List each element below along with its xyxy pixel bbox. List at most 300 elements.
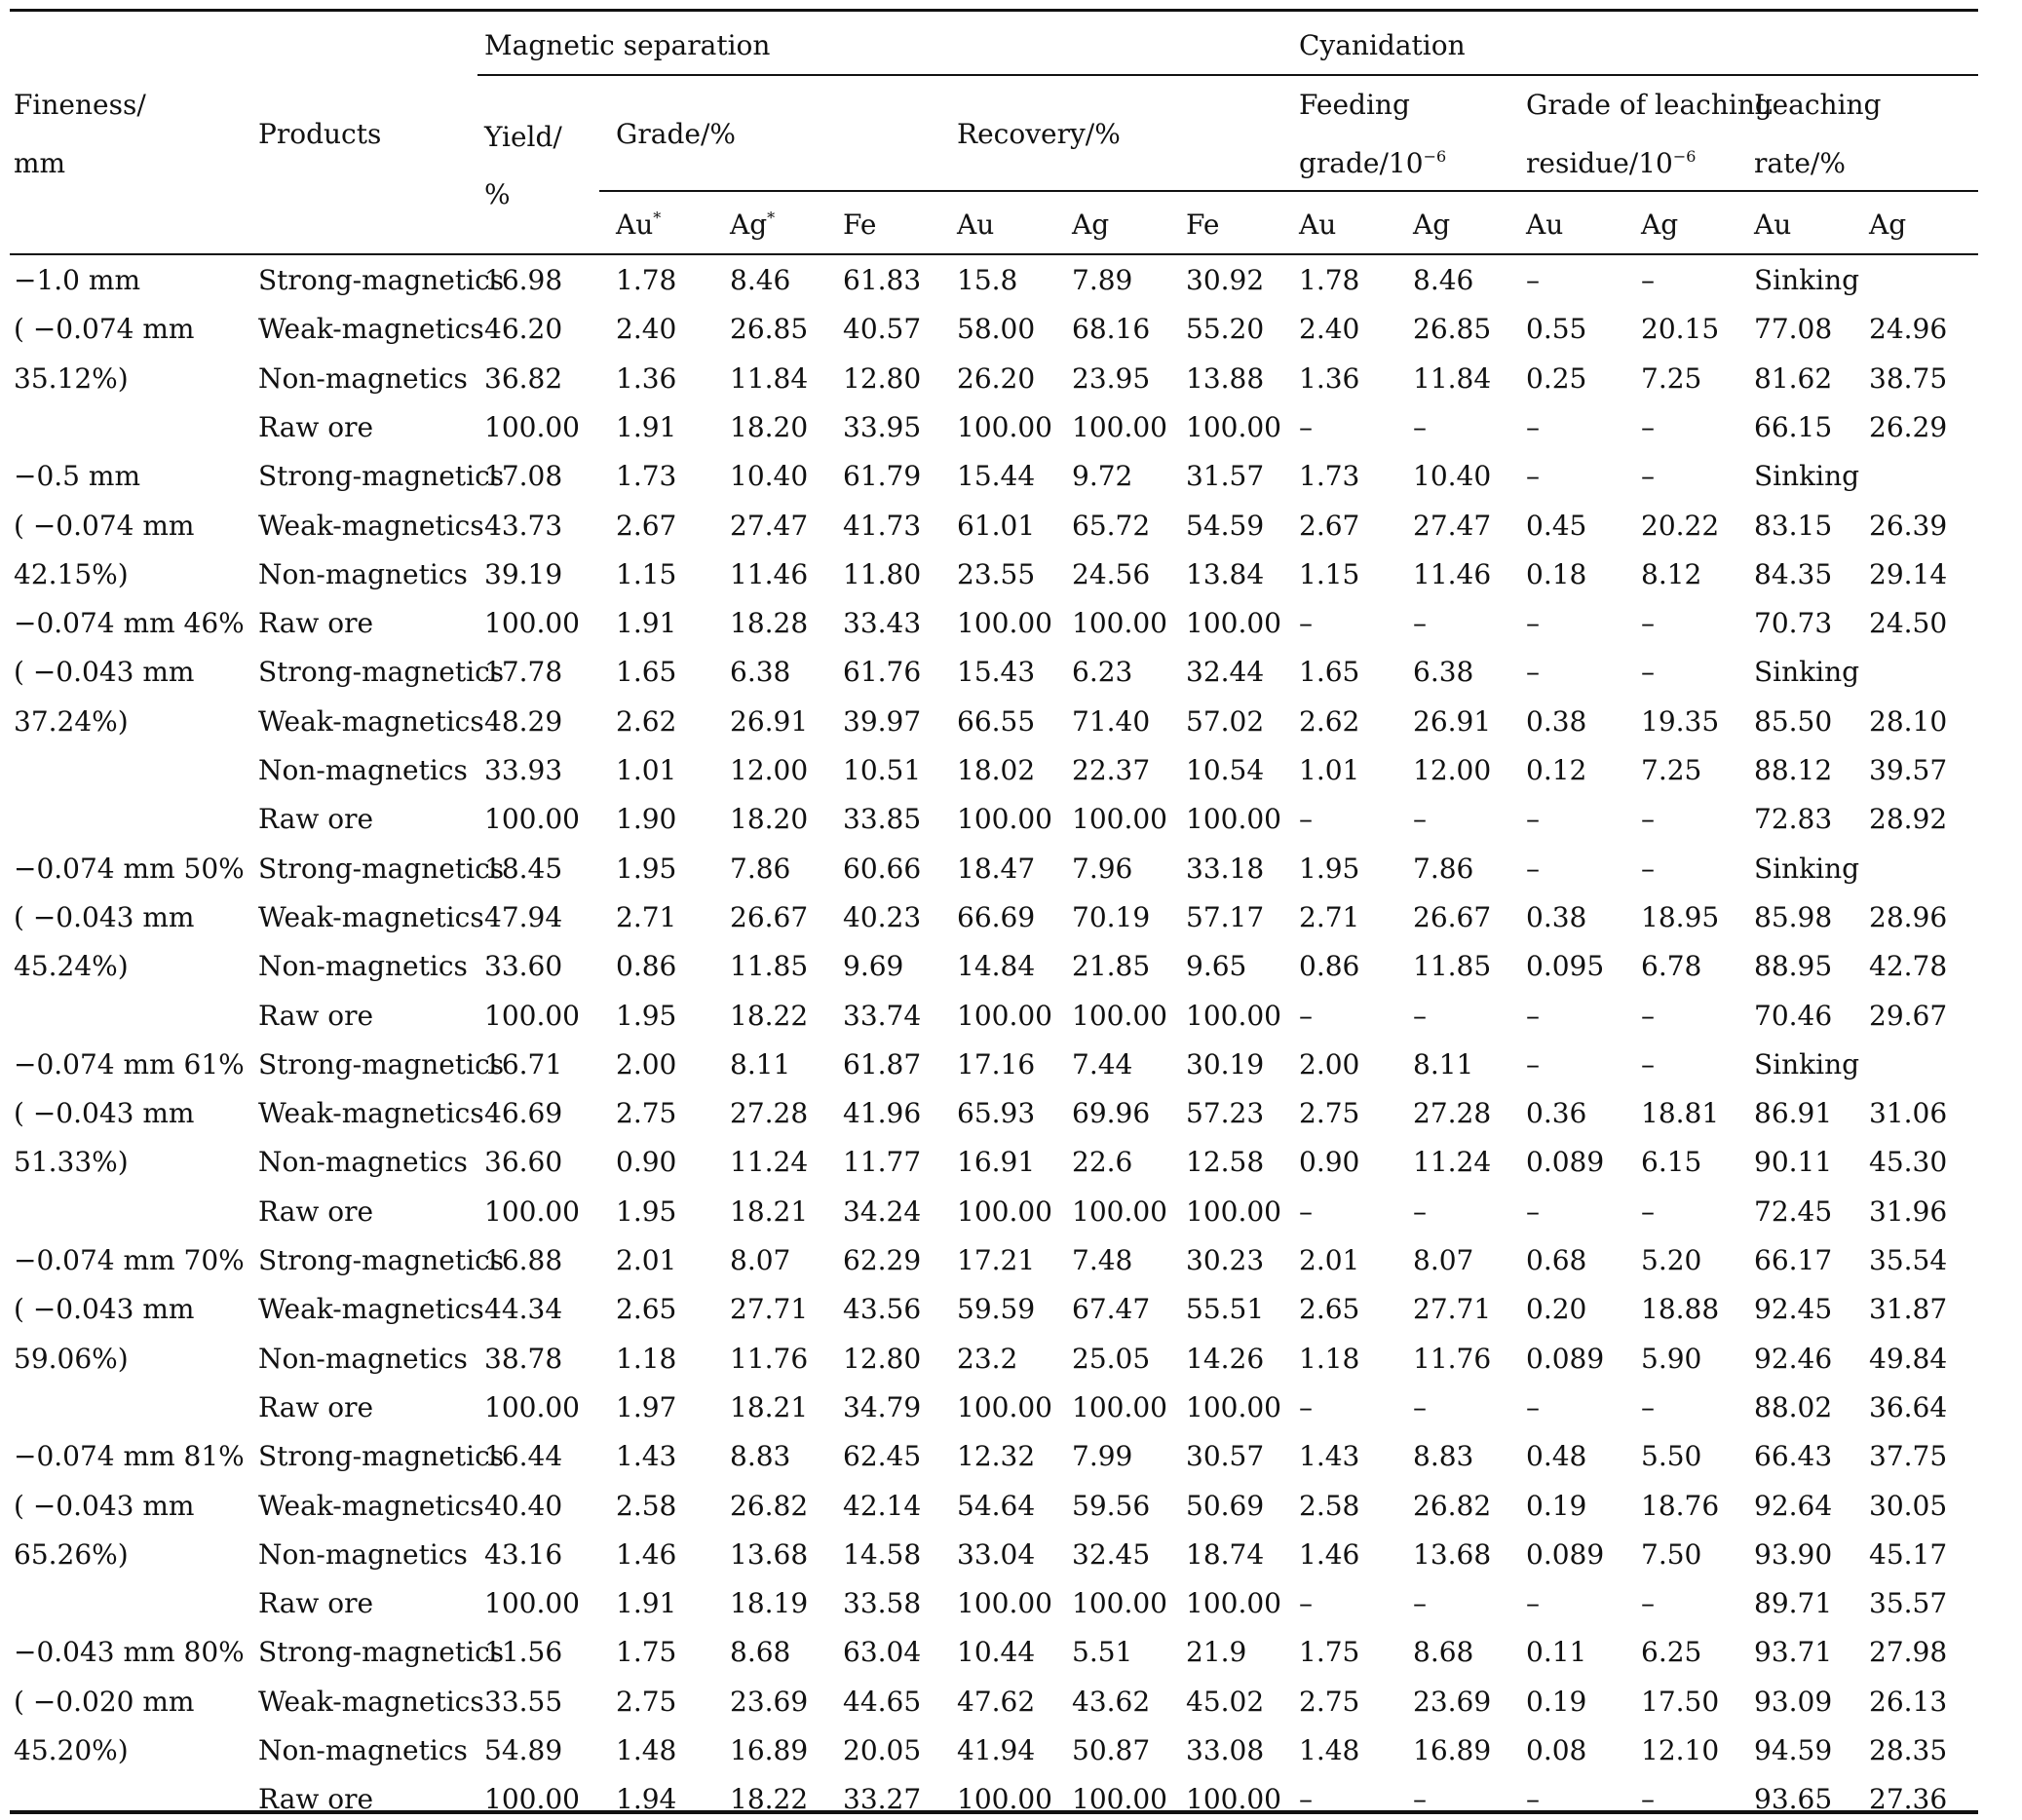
value-cell: Sinking (1754, 460, 1860, 493)
value-cell: 88.02 (1754, 1390, 1833, 1423)
value-cell: 100.00 (957, 803, 1052, 836)
value-cell: Sinking (1754, 264, 1860, 296)
value-cell: 30.19 (1186, 1047, 1265, 1081)
value-cell: 7.99 (1072, 1440, 1133, 1473)
value-cell: 6.15 (1641, 1146, 1702, 1179)
value-cell: – (1641, 410, 1655, 443)
value-cell: 100.00 (484, 803, 580, 836)
fineness-cell: ( −0.074 mm (14, 313, 195, 346)
value-cell: 18.20 (730, 803, 809, 836)
value-cell: 1.18 (616, 1342, 677, 1375)
value-cell: 27.71 (730, 1293, 809, 1326)
value-cell: 100.00 (1072, 999, 1167, 1032)
value-cell: 0.86 (616, 950, 677, 983)
header-rule-2 (599, 190, 1978, 192)
value-cell: 0.55 (1526, 313, 1587, 346)
value-cell: 43.16 (484, 1537, 563, 1571)
value-cell: 26.91 (730, 704, 809, 738)
value-cell: 58.00 (957, 313, 1036, 346)
value-cell: 100.00 (957, 1783, 1052, 1816)
value-cell: 1.18 (1299, 1342, 1360, 1375)
value-cell: 6.25 (1641, 1636, 1702, 1669)
value-cell: 28.10 (1869, 704, 1948, 738)
value-cell: – (1526, 1783, 1540, 1816)
value-cell: 0.08 (1526, 1734, 1587, 1766)
subheader-footnote-mark: * (653, 209, 662, 227)
header-products: Products (258, 118, 382, 150)
value-cell: 89.71 (1754, 1587, 1833, 1620)
value-cell: 23.69 (730, 1685, 809, 1718)
value-cell: 100.00 (1186, 1194, 1281, 1228)
value-cell: 16.98 (484, 264, 563, 296)
value-cell: 59.56 (1072, 1489, 1151, 1522)
value-cell: 1.73 (616, 460, 677, 493)
value-cell: 70.73 (1754, 607, 1833, 640)
value-cell: Sinking (1754, 1047, 1860, 1081)
value-cell: 2.40 (616, 313, 677, 346)
value-cell: – (1413, 410, 1427, 443)
value-cell: 23.69 (1413, 1685, 1492, 1718)
value-cell: 1.73 (1299, 460, 1360, 493)
value-cell: 2.00 (616, 1047, 677, 1081)
value-cell: 94.59 (1754, 1734, 1833, 1766)
header-leaching-line1: Leaching (1754, 89, 1882, 121)
value-cell: – (1641, 852, 1655, 885)
value-cell: 40.57 (843, 313, 922, 346)
subheader-au: Au (1754, 209, 1792, 241)
value-cell: 5.50 (1641, 1440, 1702, 1473)
value-cell: 27.47 (730, 509, 809, 542)
value-cell: 12.80 (843, 361, 922, 395)
value-cell: 14.58 (843, 1537, 922, 1571)
value-cell: 10.51 (843, 754, 922, 786)
value-cell: 33.18 (1186, 852, 1265, 885)
value-cell: 2.62 (616, 704, 677, 738)
value-cell: 61.83 (843, 264, 922, 296)
value-cell: 28.35 (1869, 1734, 1948, 1766)
value-cell: 26.82 (1413, 1489, 1492, 1522)
value-cell: 65.93 (957, 1097, 1036, 1130)
value-cell: 40.23 (843, 900, 922, 933)
feeding-unit-exponent: −6 (1423, 147, 1447, 166)
value-cell: 2.01 (1299, 1244, 1360, 1276)
value-cell: 100.00 (957, 1194, 1052, 1228)
value-cell: 33.95 (843, 410, 922, 443)
value-cell: 11.85 (730, 950, 809, 983)
value-cell: 7.50 (1641, 1537, 1702, 1571)
value-cell: 70.19 (1072, 900, 1151, 933)
value-cell: 44.65 (843, 1685, 922, 1718)
value-cell: 0.90 (1299, 1146, 1360, 1179)
fineness-cell: −0.043 mm 80% (14, 1636, 245, 1669)
value-cell: 85.50 (1754, 704, 1833, 738)
value-cell: 2.71 (1299, 900, 1360, 933)
value-cell: 28.96 (1869, 900, 1948, 933)
value-cell: 18.19 (730, 1587, 809, 1620)
value-cell: 8.07 (730, 1244, 791, 1276)
value-cell: 62.45 (843, 1440, 922, 1473)
value-cell: 8.11 (730, 1047, 791, 1081)
fineness-cell: ( −0.043 mm (14, 1097, 195, 1130)
value-cell: 9.72 (1072, 460, 1133, 493)
product-cell: Strong-magnetics (258, 1440, 505, 1473)
value-cell: 30.92 (1186, 264, 1265, 296)
value-cell: – (1641, 656, 1655, 689)
value-cell: 61.87 (843, 1047, 922, 1081)
value-cell: – (1641, 264, 1655, 296)
value-cell: – (1299, 1194, 1313, 1228)
value-cell: 71.40 (1072, 704, 1151, 738)
value-cell: 26.67 (1413, 900, 1492, 933)
subheader-au: Au* (616, 209, 662, 241)
value-cell: 31.06 (1869, 1097, 1948, 1130)
product-cell: Weak-magnetics (258, 704, 484, 738)
value-cell: – (1526, 999, 1540, 1032)
value-cell: 9.69 (843, 950, 904, 983)
product-cell: Raw ore (258, 607, 374, 640)
value-cell: 100.00 (1072, 1194, 1167, 1228)
value-cell: 17.50 (1641, 1685, 1720, 1718)
value-cell: 100.00 (484, 1783, 580, 1816)
value-cell: 66.55 (957, 704, 1036, 738)
fineness-cell: −0.074 mm 46% (14, 607, 245, 640)
value-cell: 28.92 (1869, 803, 1948, 836)
value-cell: 26.91 (1413, 704, 1492, 738)
value-cell: 11.85 (1413, 950, 1492, 983)
value-cell: – (1641, 999, 1655, 1032)
value-cell: 8.83 (1413, 1440, 1474, 1473)
value-cell: 93.71 (1754, 1636, 1833, 1669)
value-cell: 1.46 (616, 1537, 677, 1571)
value-cell: – (1299, 607, 1313, 640)
value-cell: 18.95 (1641, 900, 1720, 933)
value-cell: 100.00 (1072, 1783, 1167, 1816)
value-cell: 1.36 (616, 361, 677, 395)
value-cell: – (1641, 803, 1655, 836)
value-cell: 59.59 (957, 1293, 1036, 1326)
value-cell: 2.40 (1299, 313, 1360, 346)
value-cell: 8.83 (730, 1440, 791, 1473)
fineness-cell: ( −0.043 mm (14, 1489, 195, 1522)
value-cell: 20.05 (843, 1734, 922, 1766)
value-cell: 1.75 (616, 1636, 677, 1669)
subheader-ag: Ag (1413, 209, 1451, 241)
value-cell: 12.00 (1413, 754, 1492, 786)
value-cell: 7.89 (1072, 264, 1133, 296)
value-cell: 66.69 (957, 900, 1036, 933)
value-cell: 0.11 (1526, 1636, 1587, 1669)
header-recovery: Recovery/% (957, 118, 1121, 150)
value-cell: 100.00 (957, 1587, 1052, 1620)
value-cell: 92.64 (1754, 1489, 1833, 1522)
value-cell: 72.83 (1754, 803, 1833, 836)
value-cell: – (1641, 607, 1655, 640)
value-cell: 66.17 (1754, 1244, 1833, 1276)
value-cell: 38.75 (1869, 361, 1948, 395)
product-cell: Non-magnetics (258, 950, 468, 983)
value-cell: 30.05 (1869, 1489, 1948, 1522)
value-cell: – (1526, 1390, 1540, 1423)
value-cell: 100.00 (957, 999, 1052, 1032)
value-cell: – (1526, 460, 1540, 493)
value-cell: 13.84 (1186, 557, 1265, 590)
value-cell: 2.67 (1299, 509, 1360, 542)
value-cell: 30.57 (1186, 1440, 1265, 1473)
value-cell: 65.72 (1072, 509, 1151, 542)
value-cell: 11.84 (730, 361, 809, 395)
value-cell: 10.40 (1413, 460, 1492, 493)
value-cell: 16.89 (730, 1734, 809, 1766)
value-cell: 43.56 (843, 1293, 922, 1326)
subheader-fe: Fe (843, 209, 877, 241)
fineness-cell: 51.33%) (14, 1146, 129, 1179)
value-cell: 100.00 (1072, 803, 1167, 836)
value-cell: 7.48 (1072, 1244, 1133, 1276)
value-cell: 100.00 (1072, 410, 1167, 443)
value-cell: 62.29 (843, 1244, 922, 1276)
header-fineness-line2: mm (14, 147, 66, 179)
value-cell: 1.48 (1299, 1734, 1360, 1766)
value-cell: Sinking (1754, 852, 1860, 885)
fineness-cell: 35.12%) (14, 361, 129, 395)
value-cell: 5.51 (1072, 1636, 1133, 1669)
value-cell: – (1641, 460, 1655, 493)
value-cell: 33.55 (484, 1685, 563, 1718)
value-cell: – (1526, 1194, 1540, 1228)
product-cell: Strong-magnetics (258, 1244, 505, 1276)
value-cell: – (1413, 1587, 1427, 1620)
fineness-cell: ( −0.074 mm (14, 509, 195, 542)
value-cell: 12.80 (843, 1342, 922, 1375)
value-cell: 85.98 (1754, 900, 1833, 933)
value-cell: 12.58 (1186, 1146, 1265, 1179)
value-cell: 68.16 (1072, 313, 1151, 346)
value-cell: 6.78 (1641, 950, 1702, 983)
value-cell: 15.43 (957, 656, 1036, 689)
value-cell: 60.66 (843, 852, 922, 885)
value-cell: 13.68 (730, 1537, 809, 1571)
value-cell: 100.00 (484, 1390, 580, 1423)
value-cell: 14.84 (957, 950, 1036, 983)
header-residue-line1: Grade of leaching (1526, 89, 1773, 121)
value-cell: 33.60 (484, 950, 563, 983)
value-cell: 18.22 (730, 1783, 809, 1816)
value-cell: 43.62 (1072, 1685, 1151, 1718)
value-cell: 33.58 (843, 1587, 922, 1620)
value-cell: 12.10 (1641, 1734, 1720, 1766)
value-cell: 34.24 (843, 1194, 922, 1228)
value-cell: 24.96 (1869, 313, 1948, 346)
value-cell: 92.45 (1754, 1293, 1833, 1326)
fineness-cell: 65.26%) (14, 1537, 129, 1571)
value-cell: 67.47 (1072, 1293, 1151, 1326)
value-cell: 38.78 (484, 1342, 563, 1375)
value-cell: 86.91 (1754, 1097, 1833, 1130)
value-cell: 0.68 (1526, 1244, 1587, 1276)
value-cell: 2.65 (1299, 1293, 1360, 1326)
product-cell: Weak-magnetics (258, 313, 484, 346)
value-cell: 16.44 (484, 1440, 563, 1473)
value-cell: 0.38 (1526, 704, 1587, 738)
value-cell: – (1526, 1587, 1540, 1620)
value-cell: 0.18 (1526, 557, 1587, 590)
value-cell: 26.82 (730, 1489, 809, 1522)
value-cell: 24.50 (1869, 607, 1948, 640)
residue-unit-exponent: −6 (1672, 147, 1697, 166)
value-cell: 1.95 (616, 999, 677, 1032)
fineness-cell: ( −0.020 mm (14, 1685, 195, 1718)
value-cell: 27.98 (1869, 1636, 1948, 1669)
residue-unit: residue/10 (1526, 147, 1673, 179)
subheader-au: Au (957, 209, 995, 241)
fineness-cell: 45.24%) (14, 950, 129, 983)
value-cell: 35.57 (1869, 1587, 1948, 1620)
value-cell: 6.23 (1072, 656, 1133, 689)
value-cell: 100.00 (1186, 1390, 1281, 1423)
value-cell: 31.87 (1869, 1293, 1948, 1326)
value-cell: 57.17 (1186, 900, 1265, 933)
value-cell: 11.84 (1413, 361, 1492, 395)
value-cell: 18.88 (1641, 1293, 1720, 1326)
fineness-cell: −0.074 mm 61% (14, 1047, 245, 1081)
fineness-cell: −0.074 mm 70% (14, 1244, 245, 1276)
value-cell: – (1413, 607, 1427, 640)
value-cell: 26.67 (730, 900, 809, 933)
value-cell: 16.91 (957, 1146, 1036, 1179)
value-cell: 45.30 (1869, 1146, 1948, 1179)
value-cell: 19.35 (1641, 704, 1720, 738)
product-cell: Non-magnetics (258, 1537, 468, 1571)
product-cell: Raw ore (258, 1390, 374, 1423)
value-cell: 26.85 (1413, 313, 1492, 346)
value-cell: 24.56 (1072, 557, 1151, 590)
value-cell: 8.46 (730, 264, 791, 296)
value-cell: 33.74 (843, 999, 922, 1032)
value-cell: 23.95 (1072, 361, 1151, 395)
subheader-ag: Ag (1869, 209, 1907, 241)
value-cell: 84.35 (1754, 557, 1833, 590)
product-cell: Non-magnetics (258, 754, 468, 786)
value-cell: – (1299, 803, 1313, 836)
value-cell: 39.19 (484, 557, 563, 590)
value-cell: 2.62 (1299, 704, 1360, 738)
value-cell: 88.95 (1754, 950, 1833, 983)
value-cell: 70.46 (1754, 999, 1833, 1032)
value-cell: 6.38 (730, 656, 791, 689)
value-cell: 36.60 (484, 1146, 563, 1179)
value-cell: 0.48 (1526, 1440, 1587, 1473)
value-cell: 0.089 (1526, 1537, 1605, 1571)
fineness-cell: 59.06%) (14, 1342, 129, 1375)
value-cell: 15.8 (957, 264, 1018, 296)
value-cell: 100.00 (1186, 803, 1281, 836)
value-cell: 100.00 (484, 607, 580, 640)
value-cell: 61.01 (957, 509, 1036, 542)
header-cyanidation: Cyanidation (1299, 29, 1466, 61)
value-cell: 23.55 (957, 557, 1036, 590)
fineness-cell: 42.15%) (14, 557, 129, 590)
header-rule-1 (477, 74, 1978, 76)
value-cell: 1.15 (1299, 557, 1360, 590)
value-cell: 93.65 (1754, 1783, 1833, 1816)
value-cell: 1.78 (616, 264, 677, 296)
value-cell: 26.85 (730, 313, 809, 346)
value-cell: 0.20 (1526, 1293, 1587, 1326)
value-cell: 18.76 (1641, 1489, 1720, 1522)
value-cell: 11.46 (1413, 557, 1492, 590)
value-cell: 22.37 (1072, 754, 1151, 786)
product-cell: Weak-magnetics (258, 1685, 484, 1718)
value-cell: – (1413, 1390, 1427, 1423)
value-cell: 17.16 (957, 1047, 1036, 1081)
value-cell: – (1526, 1047, 1540, 1081)
value-cell: 100.00 (1186, 1783, 1281, 1816)
value-cell: 10.44 (957, 1636, 1036, 1669)
product-cell: Raw ore (258, 1783, 374, 1816)
value-cell: 0.19 (1526, 1489, 1587, 1522)
value-cell: 47.94 (484, 900, 563, 933)
subheader-fe: Fe (1186, 209, 1220, 241)
value-cell: 2.71 (616, 900, 677, 933)
value-cell: 9.65 (1186, 950, 1247, 983)
value-cell: 16.88 (484, 1244, 563, 1276)
value-cell: – (1526, 852, 1540, 885)
value-cell: 39.97 (843, 704, 922, 738)
value-cell: 25.05 (1072, 1342, 1151, 1375)
value-cell: 13.68 (1413, 1537, 1492, 1571)
value-cell: 0.36 (1526, 1097, 1587, 1130)
fineness-cell: ( −0.043 mm (14, 1293, 195, 1326)
value-cell: 100.00 (484, 999, 580, 1032)
product-cell: Non-magnetics (258, 1146, 468, 1179)
value-cell: – (1299, 1783, 1313, 1816)
header-yield-line1: Yield/ (484, 121, 562, 153)
value-cell: 0.095 (1526, 950, 1605, 983)
value-cell: 20.22 (1641, 509, 1720, 542)
value-cell: 0.38 (1526, 900, 1587, 933)
value-cell: 2.75 (616, 1097, 677, 1130)
value-cell: 2.00 (1299, 1047, 1360, 1081)
value-cell: 26.39 (1869, 509, 1948, 542)
value-cell: 61.79 (843, 460, 922, 493)
value-cell: 1.75 (1299, 1636, 1360, 1669)
value-cell: 41.96 (843, 1097, 922, 1130)
product-cell: Raw ore (258, 803, 374, 836)
value-cell: – (1299, 1587, 1313, 1620)
value-cell: 31.57 (1186, 460, 1265, 493)
value-cell: 100.00 (484, 1194, 580, 1228)
value-cell: – (1641, 1587, 1655, 1620)
value-cell: 0.45 (1526, 509, 1587, 542)
fineness-cell: 37.24%) (14, 704, 129, 738)
value-cell: 14.26 (1186, 1342, 1265, 1375)
value-cell: 8.68 (730, 1636, 791, 1669)
value-cell: 50.87 (1072, 1734, 1151, 1766)
value-cell: 7.44 (1072, 1047, 1133, 1081)
subheader-ag: Ag* (730, 209, 776, 241)
value-cell: 50.69 (1186, 1489, 1265, 1522)
value-cell: 46.69 (484, 1097, 563, 1130)
value-cell: 100.00 (484, 1587, 580, 1620)
value-cell: – (1641, 1390, 1655, 1423)
value-cell: 33.04 (957, 1537, 1036, 1571)
product-cell: Raw ore (258, 1587, 374, 1620)
value-cell: 54.89 (484, 1734, 563, 1766)
value-cell: 2.58 (616, 1489, 677, 1522)
product-cell: Non-magnetics (258, 1734, 468, 1766)
value-cell: 8.11 (1413, 1047, 1474, 1081)
value-cell: 8.46 (1413, 264, 1474, 296)
